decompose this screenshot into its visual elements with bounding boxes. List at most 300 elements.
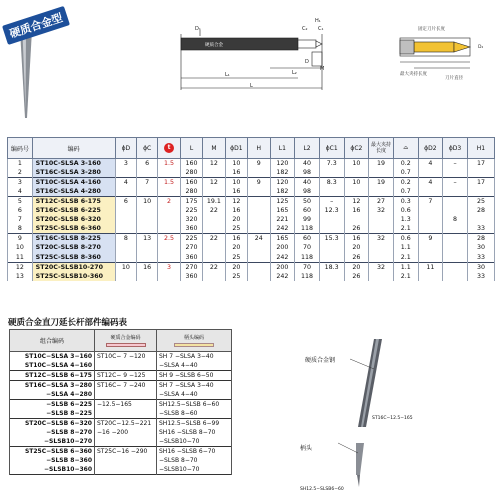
spec-cell-l: 175 (180, 197, 202, 207)
spec-cell-maxl (369, 215, 394, 224)
spec-cell-d (115, 243, 136, 252)
tech-drawing (181, 30, 325, 90)
spec-cell-c2: 10 (344, 178, 369, 188)
spec-cell-d2 (443, 234, 468, 244)
spec-cell-d: 10 (115, 262, 136, 272)
spec-cell-d2: – (443, 159, 468, 169)
spec-cell-l: 270 (180, 262, 202, 272)
combo-cell-c: −SLSA 4−40 (157, 390, 232, 400)
spec-cell-l: 360 (180, 253, 202, 263)
combo-cell-b: ST12C− 9 −125 (95, 371, 157, 381)
header-d: ϕD (115, 138, 136, 159)
spec-cell-c1: 7.3 (319, 159, 344, 169)
spec-cell-c1 (319, 215, 344, 224)
spec-cell-d: 4 (115, 178, 136, 188)
spec-cell-v2 (418, 243, 443, 252)
spec-cell-d1: 25 (225, 253, 247, 263)
spec-cell-no: 4 (8, 187, 33, 197)
spec-cell-t (158, 168, 180, 178)
spec-cell-no: 7 (8, 215, 33, 224)
spec-cell-d: 8 (115, 234, 136, 244)
spec-cell-l2: 40 (295, 178, 320, 188)
spec-cell-c (137, 187, 158, 197)
spec-cell-l: 320 (180, 215, 202, 224)
spec-cell-t: 3 (158, 262, 180, 272)
spec-cell-c1 (319, 253, 344, 263)
combo-cell-a: −SLSB 8−360 (10, 456, 95, 465)
spec-cell-d1: 16 (225, 168, 247, 178)
svg-text:刀片直径: 刀片直径 (445, 76, 463, 81)
svg-text:L₁: L₁ (225, 72, 230, 78)
svg-text:D: D (305, 59, 309, 65)
spec-row (8, 206, 495, 215)
combo-cell-b: ST10C− 7 −120 (95, 352, 157, 362)
handle-icon (174, 343, 214, 347)
spec-cell-code: ST20C-SLSB 8-270 (32, 243, 115, 252)
spec-cell-no: 10 (8, 243, 33, 252)
spec-cell-c2: 26 (344, 253, 369, 263)
spec-cell-d2: – (443, 178, 468, 188)
spec-cell-c2: 26 (344, 272, 369, 281)
spec-table (7, 137, 495, 281)
combo-cell-c: −SLSB 8−60 (157, 409, 232, 419)
header-no: 编码号 (8, 138, 33, 159)
combo-cell-c: SH16 −SLSB 8−70 (157, 428, 232, 437)
combo-row (10, 361, 232, 371)
combo-header-handle-label: 柄头编码 (183, 335, 204, 341)
spec-cell-v1: 0.7 (393, 187, 418, 197)
spec-cell-v2: 11 (418, 262, 443, 272)
spec-cell-c2 (344, 168, 369, 178)
spec-cell-l2: 60 (295, 206, 320, 215)
spec-cell-v1: 2.1 (393, 253, 418, 263)
spec-cell-v2 (418, 215, 443, 224)
spec-cell-t: 2.5 (158, 234, 180, 244)
spec-cell-l2: 60 (295, 234, 320, 244)
combo-row (10, 419, 232, 429)
combo-cell-b (95, 390, 157, 400)
spec-cell-l1: 182 (270, 187, 295, 197)
combo-cell-a: −SLSB 6−225 (10, 400, 95, 410)
combo-cell-c: −SLSB 8−70 (157, 456, 232, 465)
spec-cell-l2: 70 (295, 262, 320, 272)
svg-text:D₁: D₁ (195, 26, 201, 32)
t-badge: t (164, 143, 174, 153)
combo-cell-b: ST20C−12.5−221 (95, 419, 157, 429)
spec-cell-c: 7 (137, 178, 158, 188)
spec-cell-c (137, 272, 158, 281)
combo-row (10, 447, 232, 457)
spec-cell-l2: 98 (295, 168, 320, 178)
spec-cell-h (248, 168, 270, 178)
spec-cell-c1: 15.3 (319, 234, 344, 244)
header-c: ϕC (137, 138, 158, 159)
combo-cell-a: −SLSB 8−270 (10, 428, 95, 437)
spec-cell-l2: 40 (295, 159, 320, 169)
spec-cell-l2: 70 (295, 243, 320, 252)
combo-header-row (10, 330, 232, 352)
spec-cell-d2 (443, 253, 468, 263)
spec-cell-h1: 33 (467, 224, 494, 234)
spec-cell-v1: 0.7 (393, 168, 418, 178)
spec-cell-code: ST16C-SLSB 8-225 (32, 234, 115, 244)
svg-text:最大夹持长度: 最大夹持长度 (400, 72, 427, 77)
spec-row (8, 253, 495, 263)
spec-cell-l1: 165 (270, 234, 295, 244)
spec-row (8, 187, 495, 197)
carbide-shank-icon (106, 343, 146, 347)
spec-cell-h (248, 215, 270, 224)
spec-header-row (8, 138, 495, 159)
combo-cell-c: SH 7 −SLSA 3−40 (157, 381, 232, 391)
combo-cell-c: −SLSB10−70 (157, 437, 232, 447)
combo-row (10, 465, 232, 475)
spec-cell-d (115, 272, 136, 281)
spec-cell-d: 6 (115, 197, 136, 207)
spec-cell-d2 (443, 272, 468, 281)
combo-row (10, 456, 232, 465)
spec-cell-h: 9 (248, 159, 270, 169)
combo-cell-a: ST10C−SLSA 3−160 (10, 352, 95, 362)
spec-cell-m: 22 (203, 234, 225, 244)
svg-text:C₁: C₁ (318, 26, 324, 32)
spec-row (8, 243, 495, 252)
combo-cell-c: −SLSB10−70 (157, 465, 232, 475)
spec-cell-h1: 17 (467, 159, 494, 169)
header-m: M (203, 138, 225, 159)
spec-cell-m: 22 (203, 262, 225, 272)
spec-row (8, 272, 495, 281)
spec-row (8, 168, 495, 178)
spec-cell-v1: 0.2 (393, 178, 418, 188)
header-t (158, 138, 180, 159)
spec-cell-v2 (418, 253, 443, 263)
header-d2: ϕD2 (418, 138, 443, 159)
combo-cell-b: ST25C−16 −290 (95, 447, 157, 457)
spec-cell-l: 160 (180, 178, 202, 188)
spec-cell-d (115, 253, 136, 263)
spec-cell-v1: 0.6 (393, 206, 418, 215)
spec-cell-l2: 118 (295, 253, 320, 263)
spec-cell-c (137, 224, 158, 234)
svg-text:H₁: H₁ (315, 18, 321, 24)
combo-cell-b (95, 361, 157, 371)
spec-cell-maxl: 32 (369, 262, 394, 272)
combo-header-code: 组合编码 (10, 330, 95, 352)
spec-cell-d2 (443, 206, 468, 215)
spec-cell-no: 6 (8, 206, 33, 215)
svg-text:L₂: L₂ (292, 70, 297, 76)
combo-title: 硬质合金直刀延长杆部件编码表 (8, 318, 128, 328)
spec-cell-l1: 165 (270, 206, 295, 215)
spec-cell-l1: 221 (270, 215, 295, 224)
combo-row (10, 400, 232, 410)
spec-cell-code: ST20C-SLSB 6-320 (32, 215, 115, 224)
spec-cell-l2: 50 (295, 197, 320, 207)
handle-part (356, 443, 364, 475)
spec-cell-h1: 33 (467, 253, 494, 263)
spec-row (8, 215, 495, 224)
spec-cell-no: 1 (8, 159, 33, 169)
spec-cell-no: 8 (8, 224, 33, 234)
spec-cell-d1: 12 (225, 197, 247, 207)
spec-cell-no: 5 (8, 197, 33, 207)
spec-cell-v2: 4 (418, 159, 443, 169)
spec-cell-l1: 242 (270, 224, 295, 234)
spec-cell-m: 12 (203, 178, 225, 188)
spec-cell-v2 (418, 272, 443, 281)
combo-header-carbide-label: 硬质合金编码 (110, 335, 141, 341)
spec-cell-d (115, 215, 136, 224)
spec-cell-m: 22 (203, 206, 225, 215)
spec-cell-h (248, 272, 270, 281)
spec-cell-maxl (369, 168, 394, 178)
spec-cell-code: ST25C-SLSB 6-360 (32, 224, 115, 234)
spec-cell-c1: – (319, 197, 344, 207)
spec-cell-c: 16 (137, 262, 158, 272)
spec-cell-maxl (369, 243, 394, 252)
combo-cell-b (95, 437, 157, 447)
header-angle-icon: ⌓ (393, 138, 418, 159)
combo-cell-a: ST20C−SLSB 6−320 (10, 419, 95, 429)
spec-cell-c2 (344, 187, 369, 197)
spec-cell-d: 3 (115, 159, 136, 169)
combo-cell-a: −SLSB 8−225 (10, 409, 95, 419)
spec-cell-d2 (443, 168, 468, 178)
spec-cell-v2 (418, 206, 443, 215)
spec-cell-t (158, 243, 180, 252)
spec-cell-l1: 125 (270, 197, 295, 207)
spec-cell-maxl (369, 187, 394, 197)
spec-cell-h1 (467, 187, 494, 197)
spec-cell-c2: 26 (344, 224, 369, 234)
assembly-illustration (270, 335, 495, 495)
combo-cell-b (95, 409, 157, 419)
spec-cell-code: ST25C-SLSB 8-360 (32, 253, 115, 263)
spec-cell-c (137, 215, 158, 224)
spec-cell-c: 6 (137, 159, 158, 169)
combo-cell-a: −SLSB10−360 (10, 465, 95, 475)
spec-cell-v2 (418, 187, 443, 197)
spec-cell-c2: 12 (344, 197, 369, 207)
svg-text:M: M (320, 66, 325, 72)
spec-cell-code: ST16C-SLSA 3-280 (32, 168, 115, 178)
spec-cell-l: 280 (180, 168, 202, 178)
product-illustrations (0, 0, 500, 135)
spec-cell-l2: 98 (295, 187, 320, 197)
spec-cell-code: ST25C-SLSB10-360 (32, 272, 115, 281)
spec-cell-h1 (467, 168, 494, 178)
spec-cell-h1: 28 (467, 206, 494, 215)
header-maxl: 最大夹持长度 (369, 138, 394, 159)
spec-cell-c2: 16 (344, 206, 369, 215)
spec-cell-c (137, 253, 158, 263)
combo-cell-c: SH12.5−SLSB 6−99 (157, 419, 232, 429)
spec-cell-l: 360 (180, 272, 202, 281)
combo-cell-b: −12.5−165 (95, 400, 157, 410)
spec-cell-l1: 242 (270, 272, 295, 281)
spec-cell-h1: 30 (467, 243, 494, 252)
spec-cell-v2: 9 (418, 234, 443, 244)
combo-cell-b: ST16C− 7 −240 (95, 381, 157, 391)
spec-cell-no: 13 (8, 272, 33, 281)
combo-cell-a: ST16C−SLSA 3−280 (10, 381, 95, 391)
spec-cell-t: 1.5 (158, 178, 180, 188)
header-h: H (248, 138, 270, 159)
spec-cell-m (203, 168, 225, 178)
spec-cell-maxl (369, 224, 394, 234)
spec-cell-d (115, 224, 136, 234)
header-c1: ϕC1 (319, 138, 344, 159)
spec-cell-d2 (443, 187, 468, 197)
spec-cell-d1: 20 (225, 262, 247, 272)
combo-header-carbide (95, 330, 157, 352)
spec-cell-no: 12 (8, 262, 33, 272)
spec-cell-d1: 25 (225, 272, 247, 281)
spec-cell-m (203, 215, 225, 224)
spec-cell-t: 2 (158, 197, 180, 207)
spec-cell-code: ST20C-SLSB10-270 (32, 262, 115, 272)
combo-header-handle (157, 330, 232, 352)
spec-cell-maxl: 32 (369, 206, 394, 215)
spec-row (8, 159, 495, 169)
spec-cell-h: 9 (248, 178, 270, 188)
spec-cell-l1: 120 (270, 159, 295, 169)
combo-row (10, 390, 232, 400)
spec-cell-d (115, 187, 136, 197)
spec-cell-maxl: 19 (369, 178, 394, 188)
spec-cell-d2 (443, 197, 468, 207)
spec-cell-maxl: 19 (369, 159, 394, 169)
spec-cell-h1: 30 (467, 262, 494, 272)
spec-cell-m (203, 253, 225, 263)
header-l2: L2 (295, 138, 320, 159)
spec-cell-c2 (344, 215, 369, 224)
spec-cell-l: 280 (180, 187, 202, 197)
spec-cell-d1: 16 (225, 234, 247, 244)
svg-text:硬质合金: 硬质合金 (205, 43, 223, 48)
header-l: L (180, 138, 202, 159)
spec-cell-h1: 17 (467, 178, 494, 188)
spec-cell-l1: 182 (270, 168, 295, 178)
combo-cell-b (95, 465, 157, 475)
spec-cell-c (137, 168, 158, 178)
spec-cell-c2: 16 (344, 234, 369, 244)
spec-cell-l2: 118 (295, 224, 320, 234)
spec-cell-c1: 12.3 (319, 206, 344, 215)
spec-cell-no: 11 (8, 253, 33, 263)
spec-cell-c2: 20 (344, 262, 369, 272)
spec-cell-d1: 16 (225, 187, 247, 197)
svg-text:固定刀片长度: 固定刀片长度 (418, 27, 445, 32)
spec-cell-m (203, 243, 225, 252)
spec-cell-l: 270 (180, 243, 202, 252)
spec-cell-h (248, 262, 270, 272)
spec-cell-d (115, 206, 136, 215)
callout-carbide: 硬质合金钢 (305, 357, 336, 364)
spec-cell-h (248, 243, 270, 252)
combo-cell-c: SH12.5−SLSB 6−60 (157, 400, 232, 410)
spec-cell-d1: 25 (225, 224, 247, 234)
spec-cell-t: 1.5 (158, 159, 180, 169)
spec-cell-l: 225 (180, 234, 202, 244)
svg-text:D₂: D₂ (478, 45, 484, 50)
spec-cell-v1: 0.3 (393, 197, 418, 207)
combo-cell-b (95, 456, 157, 465)
spec-cell-maxl (369, 253, 394, 263)
callout-code1: ST16C−12.5−165 (372, 416, 413, 421)
spec-cell-l2: 118 (295, 272, 320, 281)
spec-cell-m: 19.1 (203, 197, 225, 207)
spec-cell-c (137, 243, 158, 252)
spec-cell-d (115, 168, 136, 178)
spec-cell-maxl (369, 272, 394, 281)
spec-cell-d1: 10 (225, 178, 247, 188)
spec-cell-l2: 99 (295, 215, 320, 224)
spec-cell-t (158, 272, 180, 281)
spec-cell-d2 (443, 243, 468, 252)
spec-cell-no: 3 (8, 178, 33, 188)
spec-cell-l1: 200 (270, 243, 295, 252)
section-drawing (400, 38, 470, 68)
spec-cell-c1 (319, 187, 344, 197)
spec-cell-v1: 1.1 (393, 262, 418, 272)
spec-cell-code: ST16C-SLSB 6-225 (32, 206, 115, 215)
combo-cell-a: ST25C−SLSB 6−360 (10, 447, 95, 457)
spec-cell-t (158, 253, 180, 263)
spec-cell-l: 160 (180, 159, 202, 169)
spec-cell-v2 (418, 168, 443, 178)
spec-cell-h1 (467, 215, 494, 224)
spec-cell-c1 (319, 272, 344, 281)
spec-cell-v1: 1.1 (393, 243, 418, 252)
spec-cell-maxl: 32 (369, 234, 394, 244)
spec-cell-v1: 0.6 (393, 234, 418, 244)
combo-cell-c: SH16 −SLSB 6−70 (157, 447, 232, 457)
spec-cell-d1: 16 (225, 206, 247, 215)
callout-handle: 柄头 (300, 445, 313, 452)
combo-row (10, 437, 232, 447)
spec-cell-m (203, 187, 225, 197)
spec-cell-h (248, 197, 270, 207)
spec-cell-l1: 242 (270, 253, 295, 263)
spec-cell-c1: 8.3 (319, 178, 344, 188)
combo-cell-a: −SLSA 4−280 (10, 390, 95, 400)
spec-cell-h (248, 253, 270, 263)
spec-cell-h (248, 224, 270, 234)
spec-cell-v1: 1.3 (393, 215, 418, 224)
combo-cell-c: SH 9 −SLSB 6−50 (157, 371, 232, 381)
spec-cell-c: 10 (137, 197, 158, 207)
spec-cell-d1: 10 (225, 159, 247, 169)
spec-cell-l: 360 (180, 224, 202, 234)
spec-cell-v2 (418, 224, 443, 234)
spec-cell-m (203, 272, 225, 281)
spec-cell-t (158, 206, 180, 215)
combo-cell-a: ST10C−SLSA 4−160 (10, 361, 95, 371)
spec-cell-code: ST10C-SLSA 4-160 (32, 178, 115, 188)
combo-table (9, 329, 232, 475)
spec-cell-v2: 7 (418, 197, 443, 207)
combo-cell-a: −SLSB10−270 (10, 437, 95, 447)
combo-row (10, 409, 232, 419)
spec-cell-l: 225 (180, 206, 202, 215)
spec-cell-v1: 2.1 (393, 224, 418, 234)
header-c2: ϕC2 (344, 138, 369, 159)
spec-cell-no: 2 (8, 168, 33, 178)
product-tag: 硬质合金型 (2, 6, 70, 45)
spec-cell-c1: 18.3 (319, 262, 344, 272)
